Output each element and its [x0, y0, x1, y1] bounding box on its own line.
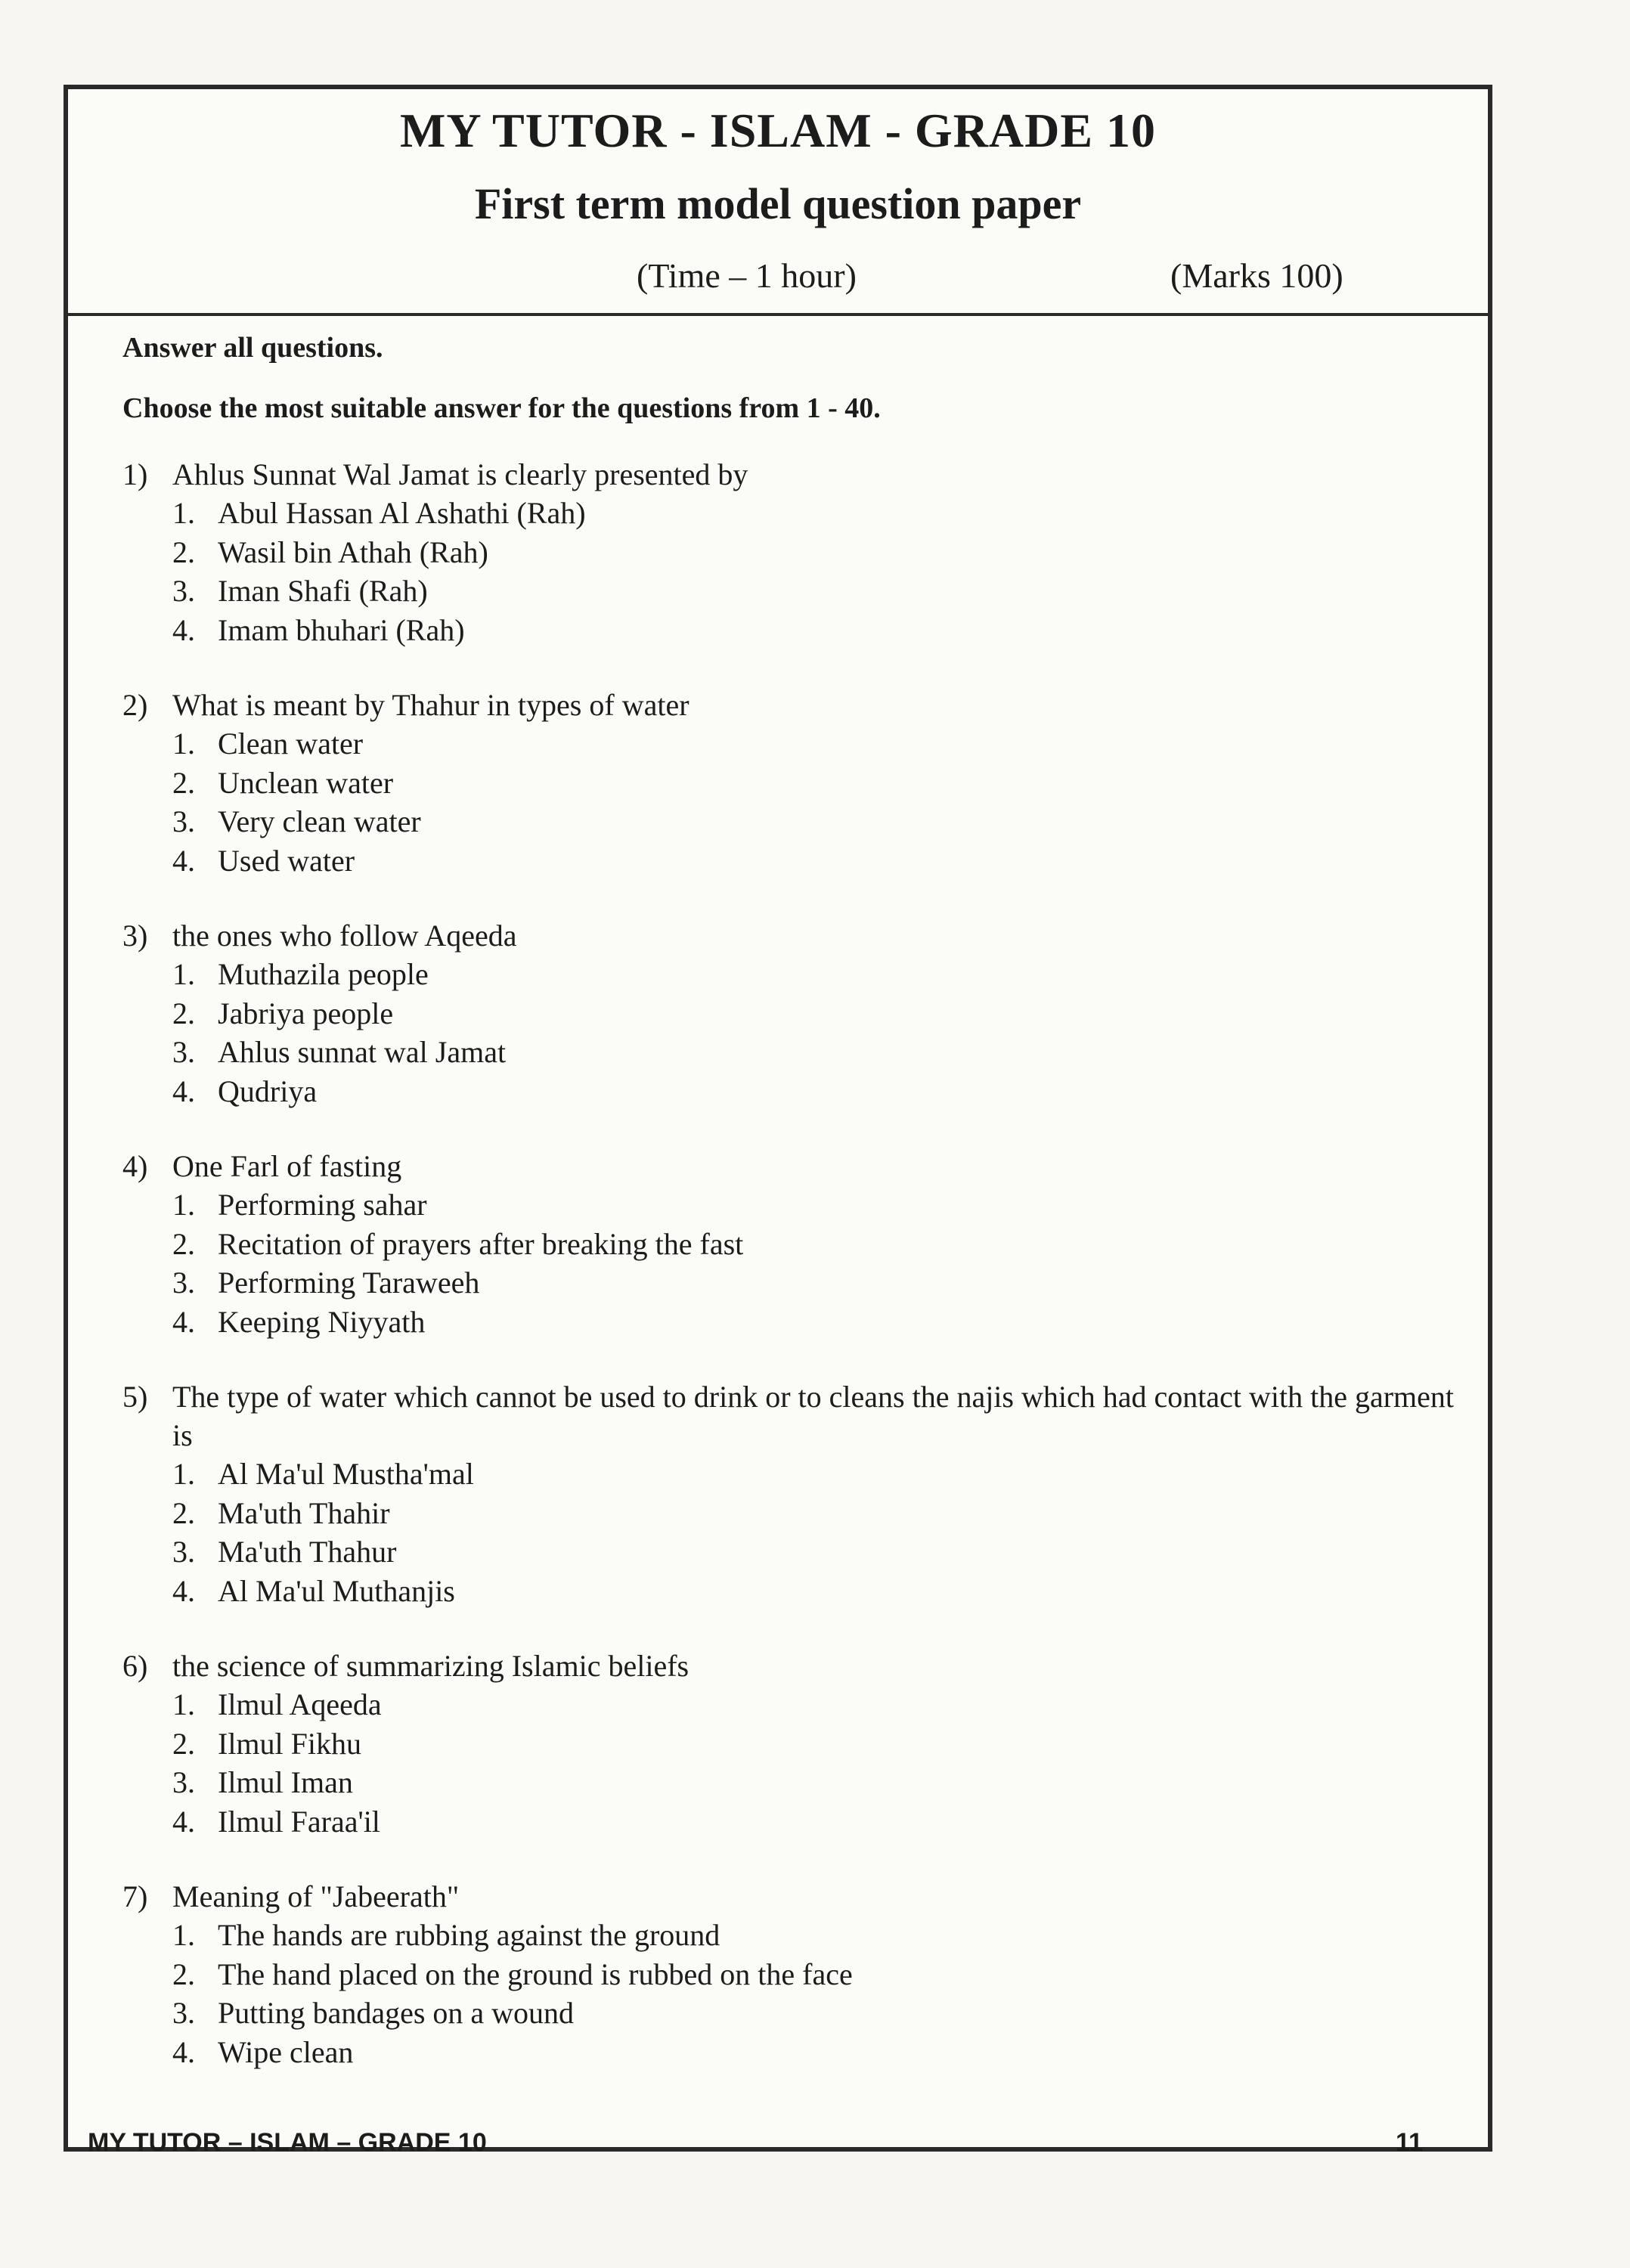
answer-options: [122, 494, 1458, 649]
answer-options: [122, 1685, 1458, 1841]
option-text: Qudriya: [218, 1074, 318, 1108]
option-number: 4.: [172, 1074, 195, 1108]
option-number: 3.: [172, 574, 195, 608]
answer-option: [172, 802, 1458, 841]
option-number: 2.: [172, 765, 195, 800]
total-marks: (Marks 100): [1170, 256, 1343, 295]
answer-option: [172, 724, 1458, 764]
option-text: Clean water: [218, 727, 364, 761]
question-item: [122, 1147, 1458, 1341]
answer-option: [172, 994, 1458, 1033]
option-number: 2.: [172, 1226, 195, 1261]
question-number: 6): [122, 1649, 148, 1683]
question-text: Ahlus Sunnat Wal Jamat is clearly presented by: [172, 457, 748, 491]
option-text: Al Ma'ul Mustha'mal: [218, 1457, 474, 1491]
question-item: [122, 1647, 1458, 1841]
answer-option: [172, 611, 1458, 650]
option-text: Ma'uth Thahur: [218, 1535, 397, 1569]
answer-options: [122, 1185, 1458, 1341]
question-number: 7): [122, 1879, 148, 1913]
answer-option: [172, 1955, 1458, 1994]
option-text: Unclean water: [218, 765, 394, 800]
paper-header: [68, 89, 1488, 316]
option-text: The hand placed on the ground is rubbed on the face: [218, 1957, 853, 1991]
option-number: 1.: [172, 496, 195, 530]
question-number: 5): [122, 1380, 148, 1414]
question-item: [122, 1377, 1458, 1610]
option-number: 4.: [172, 843, 195, 878]
option-number: 2.: [172, 534, 195, 569]
question-number: 4): [122, 1149, 148, 1183]
paper-content: [122, 331, 1458, 2108]
option-text: Wasil bin Athah (Rah): [218, 534, 488, 569]
answer-option: [172, 1763, 1458, 1802]
question-text: the science of summarizing Islamic beliefs: [172, 1649, 689, 1683]
answer-option: [172, 1994, 1458, 2033]
answer-option: [172, 1494, 1458, 1533]
answer-option: [172, 955, 1458, 994]
option-number: 1.: [172, 727, 195, 761]
answer-option: [172, 1225, 1458, 1264]
option-text: Ahlus sunnat wal Jamat: [218, 1035, 507, 1069]
answer-option: [172, 494, 1458, 533]
option-text: Ilmul Iman: [218, 1765, 353, 1799]
option-text: Al Ma'ul Muthanjis: [218, 1573, 455, 1608]
question-list: [122, 455, 1458, 2071]
question-stem: [122, 1147, 1458, 1185]
question-stem: [122, 455, 1458, 494]
answer-option: [172, 572, 1458, 611]
answer-option: [172, 2033, 1458, 2072]
option-text: Putting bandages on a wound: [218, 1996, 575, 2030]
option-number: 1.: [172, 1457, 195, 1491]
option-text: Ilmul Fikhu: [218, 1726, 362, 1761]
question-text: One Farl of fasting: [172, 1149, 402, 1183]
instruction-choose: Choose the most suitable answer for the questions from 1 - 40.: [122, 392, 881, 424]
option-text: The hands are rubbing against the ground: [218, 1918, 720, 1952]
option-number: 2.: [172, 1726, 195, 1761]
option-text: Performing sahar: [218, 1188, 427, 1222]
option-text: Very clean water: [218, 804, 421, 838]
option-number: 1.: [172, 957, 195, 991]
question-stem: [122, 686, 1458, 724]
question-stem: [122, 1647, 1458, 1685]
option-text: Imam bhuhari (Rah): [218, 612, 465, 647]
option-text: Ilmul Faraa'il: [218, 1804, 380, 1839]
option-number: 4.: [172, 1304, 195, 1339]
paper-subtitle: First term model question paper: [474, 179, 1082, 228]
answer-option: [172, 1303, 1458, 1342]
paper-title: MY TUTOR - ISLAM - GRADE 10: [399, 104, 1157, 157]
question-number: 1): [122, 457, 148, 491]
option-number: 2.: [172, 1495, 195, 1530]
option-number: 3.: [172, 1035, 195, 1069]
question-stem: [122, 1377, 1458, 1455]
question-item: [122, 455, 1458, 649]
answer-options: [122, 724, 1458, 880]
option-number: 1.: [172, 1687, 195, 1721]
question-item: [122, 1877, 1458, 2071]
answer-option: [172, 1724, 1458, 1764]
time-limit: (Time – 1 hour): [637, 256, 857, 295]
answer-option: [172, 1532, 1458, 1572]
question-stem: [122, 1877, 1458, 1916]
question-stem: [122, 916, 1458, 955]
question-text: What is meant by Thahur in types of water: [172, 688, 689, 722]
answer-option: [172, 1033, 1458, 1072]
question-item: [122, 686, 1458, 880]
option-number: 1.: [172, 1188, 195, 1222]
option-number: 2.: [172, 1957, 195, 1991]
option-text: Muthazila people: [218, 957, 429, 991]
option-number: 1.: [172, 1918, 195, 1952]
option-text: Performing Taraweeh: [218, 1266, 480, 1300]
option-text: Ilmul Aqeeda: [218, 1687, 382, 1721]
answer-options: [122, 1455, 1458, 1610]
question-text: Meaning of "Jabeerath": [172, 1879, 460, 1913]
answer-option: [172, 533, 1458, 572]
question-number: 2): [122, 688, 148, 722]
answer-option: [172, 1185, 1458, 1225]
option-number: 2.: [172, 996, 195, 1030]
answer-option: [172, 1572, 1458, 1611]
option-number: 4.: [172, 2034, 195, 2069]
option-text: Keeping Niyyath: [218, 1304, 426, 1339]
instruction-answer-all: Answer all questions.: [122, 332, 383, 364]
option-number: 3.: [172, 1535, 195, 1569]
option-text: Used water: [218, 843, 355, 878]
answer-option: [172, 764, 1458, 803]
question-text: The type of water which cannot be used to drink or to cleans the najis which had contact with the garment is: [172, 1380, 1455, 1452]
option-number: 3.: [172, 1266, 195, 1300]
answer-option: [172, 1685, 1458, 1724]
answer-option: [172, 1455, 1458, 1494]
option-number: 3.: [172, 804, 195, 838]
option-text: Iman Shafi (Rah): [218, 574, 428, 608]
option-number: 4.: [172, 1573, 195, 1608]
answer-options: [122, 955, 1458, 1111]
answer-option: [172, 1916, 1458, 1955]
option-text: Jabriya people: [218, 996, 394, 1030]
option-number: 4.: [172, 1804, 195, 1839]
question-number: 3): [122, 919, 148, 953]
answer-option: [172, 841, 1458, 881]
option-number: 3.: [172, 1996, 195, 2030]
exam-paper-frame: [64, 85, 1492, 2152]
answer-options: [122, 1916, 1458, 2071]
option-text: Wipe clean: [218, 2034, 354, 2069]
option-number: 3.: [172, 1765, 195, 1799]
answer-option: [172, 1072, 1458, 1111]
option-number: 4.: [172, 612, 195, 647]
option-text: Ma'uth Thahir: [218, 1495, 390, 1530]
footer-title: MY TUTOR – ISLAM – GRADE 10: [88, 2128, 487, 2157]
answer-option: [172, 1802, 1458, 1842]
question-item: [122, 916, 1458, 1111]
question-text: the ones who follow Aqeeda: [172, 919, 517, 953]
option-text: Recitation of prayers after breaking the fast: [218, 1226, 744, 1261]
page-number: 11: [1396, 2128, 1423, 2157]
option-text: Abul Hassan Al Ashathi (Rah): [218, 496, 586, 530]
answer-option: [172, 1263, 1458, 1303]
